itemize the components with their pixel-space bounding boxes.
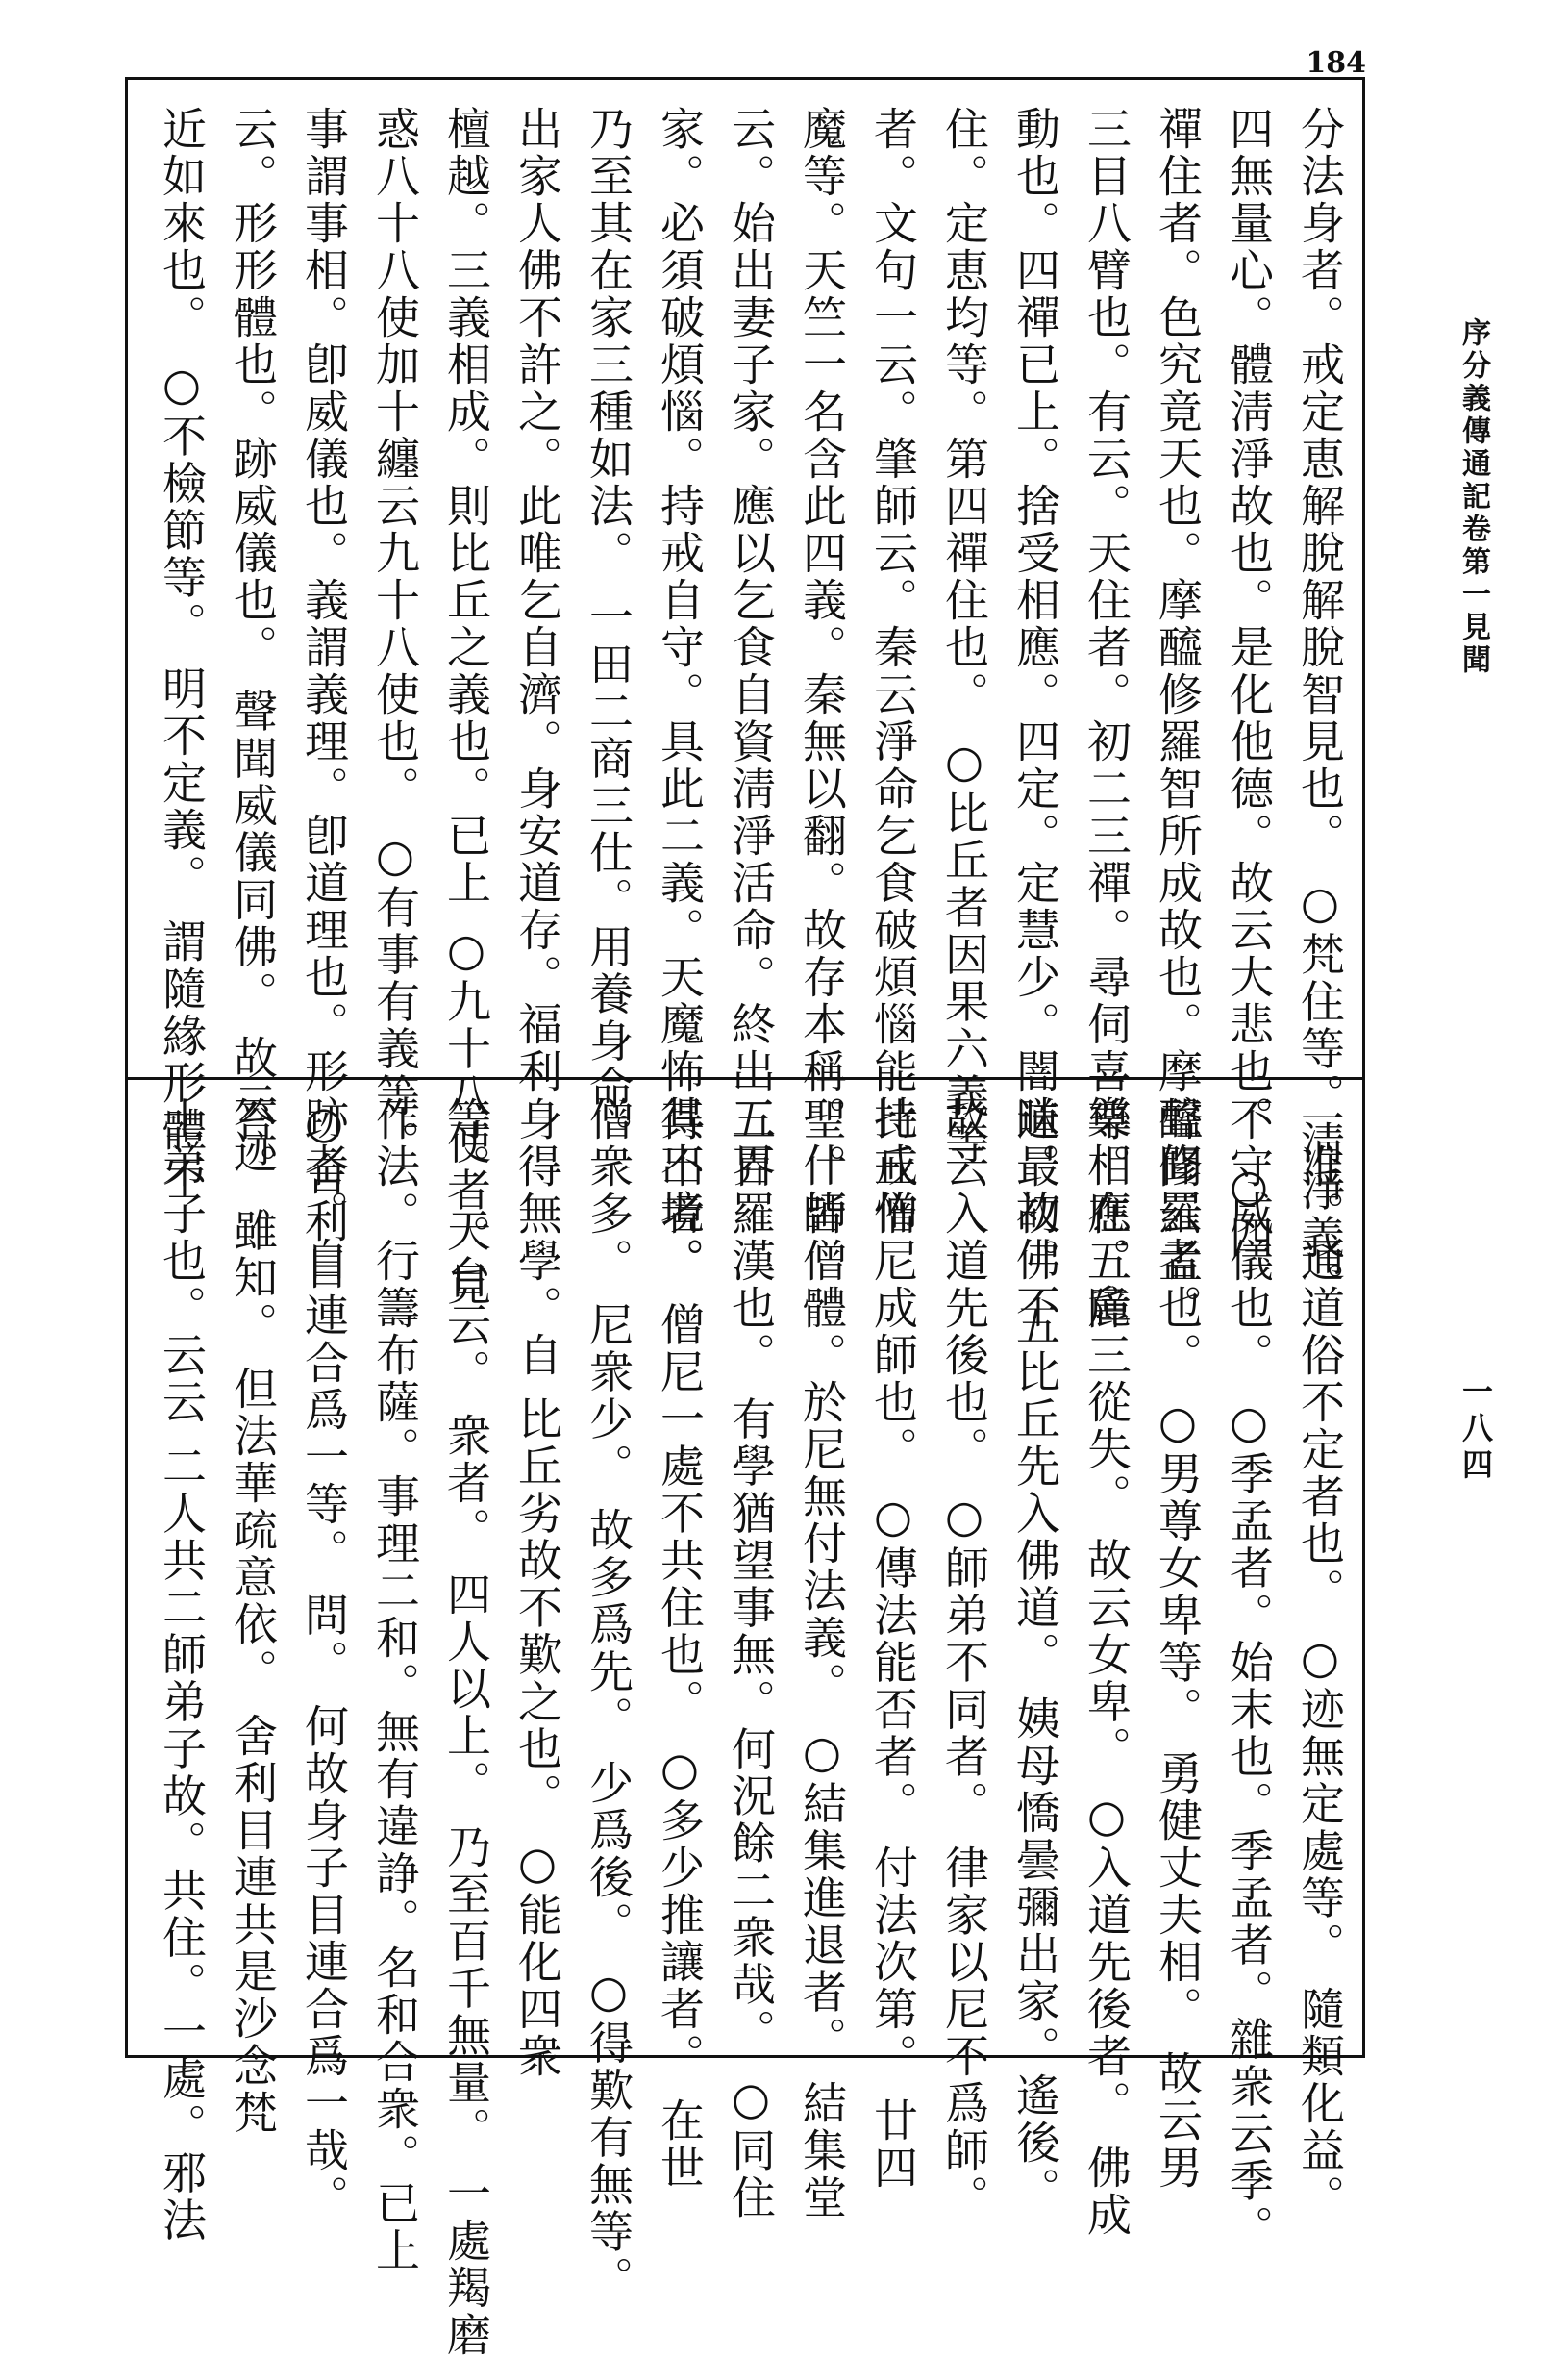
text-column: 比丘僧尼成師也。 ○傳法能否者。 付法次第。 廿四 — [867, 1096, 919, 2192]
text-column: 乃至其在家三種如法。 一田二商三仕。用養身命。 — [583, 106, 635, 1160]
text-column: 士弟子也。云云 二人共二師弟子故。共住。一處。邪法 — [156, 1096, 208, 2245]
text-column: 聖。皆僧體。於尼無付法義。 ○結集進退者。 結集堂 — [796, 1096, 848, 2222]
text-column: 三目八臂也。有云。天住者。初二三禪。尋伺喜樂相應。麁 — [1081, 106, 1132, 1331]
text-column: 云。形形體也。跡威儀也。 聲聞威儀同佛。 故云迹 — [227, 106, 279, 1177]
text-column: 不守威儀也。 ○季孟者。始末也。季孟者。雜衆云季。 — [1223, 1096, 1275, 2252]
text-column: 住。定恵均等。第四禪住也。 ○比丘者因果六義等 — [938, 106, 990, 1167]
text-column: 出家人佛不許之。此唯乞自濟。身安道存。福利 — [511, 106, 563, 1095]
side-folio: 一八四 — [1457, 1375, 1494, 1485]
text-column: 一准。通道俗不定者也。 ○迹無定處等。 隨類化益。 — [1294, 1096, 1346, 2222]
text-column: 分法身者。戒定恵解脫解脫智見也。 ○梵住等。淸淨義。 — [1294, 106, 1346, 1309]
text-column: 故云入道先後也。 ○師弟不同者。 律家以尼不爲師。 — [938, 1096, 990, 2222]
text-column: 五百羅漢也。 有學猶望事無。何況餘二衆哉。 ○同住 — [725, 1096, 777, 2222]
text-column: 四無量心。體淸淨故也。是化他德。故云大悲也。 ○四 — [1223, 106, 1275, 1262]
text-column: 禪住者。色究竟天也。摩醯修羅智所成故也。摩醯修羅者。 — [1152, 106, 1204, 1331]
text-column: 答。 雖知。 但法華疏意依。 舍利目連共是沙念梵 — [227, 1096, 279, 2137]
text-column: 道最初。 五比丘先入佛道。 姨母憍曇彌出家。遙後。 — [1009, 1096, 1061, 2215]
text-column: 作法。行籌布薩。事理二和。無有違諍。名和合衆。已上 — [369, 1096, 421, 2274]
lower-text-block — [156, 1096, 1356, 2359]
text-column: 尊。在五障三從失。 故云女卑。 ○入道先後者。 佛成 — [1081, 1096, 1132, 2239]
running-title: 序分義傳通記卷第一見聞 — [1456, 317, 1490, 677]
upper-text-block — [156, 106, 1356, 1331]
text-column: 惑八十八使加十纏云九十八使也。 ○有事有義等。 — [369, 106, 421, 1167]
text-column: 者。文句一云。肇師云。秦云淨命乞食破煩惱能持戒怖 — [867, 106, 919, 1237]
text-column: 魔等。天竺一名含此四義。秦無以翻。故存本稱。什師 — [796, 106, 848, 1237]
text-column: 聲聞云孟也。 ○男尊女卑等。 勇健丈夫相。 故云男 — [1152, 1096, 1204, 2192]
text-column: 僧衆多。 尼衆少。 故多爲先。 少爲後。 ○得歎有無等。 — [583, 1096, 635, 2303]
text-column: 云。始出妻子家。應以乞食自資淸淨活命。終出三界 — [725, 106, 777, 1190]
text-column: 家。必須破煩惱。持戒自守。具此二義。天魔怖其出境。 — [654, 106, 706, 1284]
text-column: 等。 天台云。 衆者。 四人以上。 乃至百千無量。 一處羯磨 — [440, 1096, 492, 2359]
text-column: 動也。四禪已上。捨受相應。四定。定慧少。闇昧。故佛不 — [1009, 106, 1061, 1331]
text-column: 檀越。三義相成。則比丘之義也。已上 ○九十八使者。見 — [440, 106, 492, 1309]
text-column: 近如來也。 ○不檢節等。 明不定義。 謂隨緣形體不 — [156, 106, 208, 1201]
text-column: ○舍利目連合爲一等。 問。 何故身子目連合爲一哉。 — [298, 1096, 350, 2222]
text-column: 身得無學。自 比丘劣故不歎之也。 ○能化四衆 — [511, 1096, 563, 2081]
text-column: 事謂事相。卽威儀也。義謂義理。卽道理也。形跡者。自 — [298, 106, 350, 1284]
text-column: 得不者。 僧尼一處不共住也。 ○多少推讓者。 在世 — [654, 1096, 706, 2192]
page-number: 184 — [1306, 46, 1366, 80]
